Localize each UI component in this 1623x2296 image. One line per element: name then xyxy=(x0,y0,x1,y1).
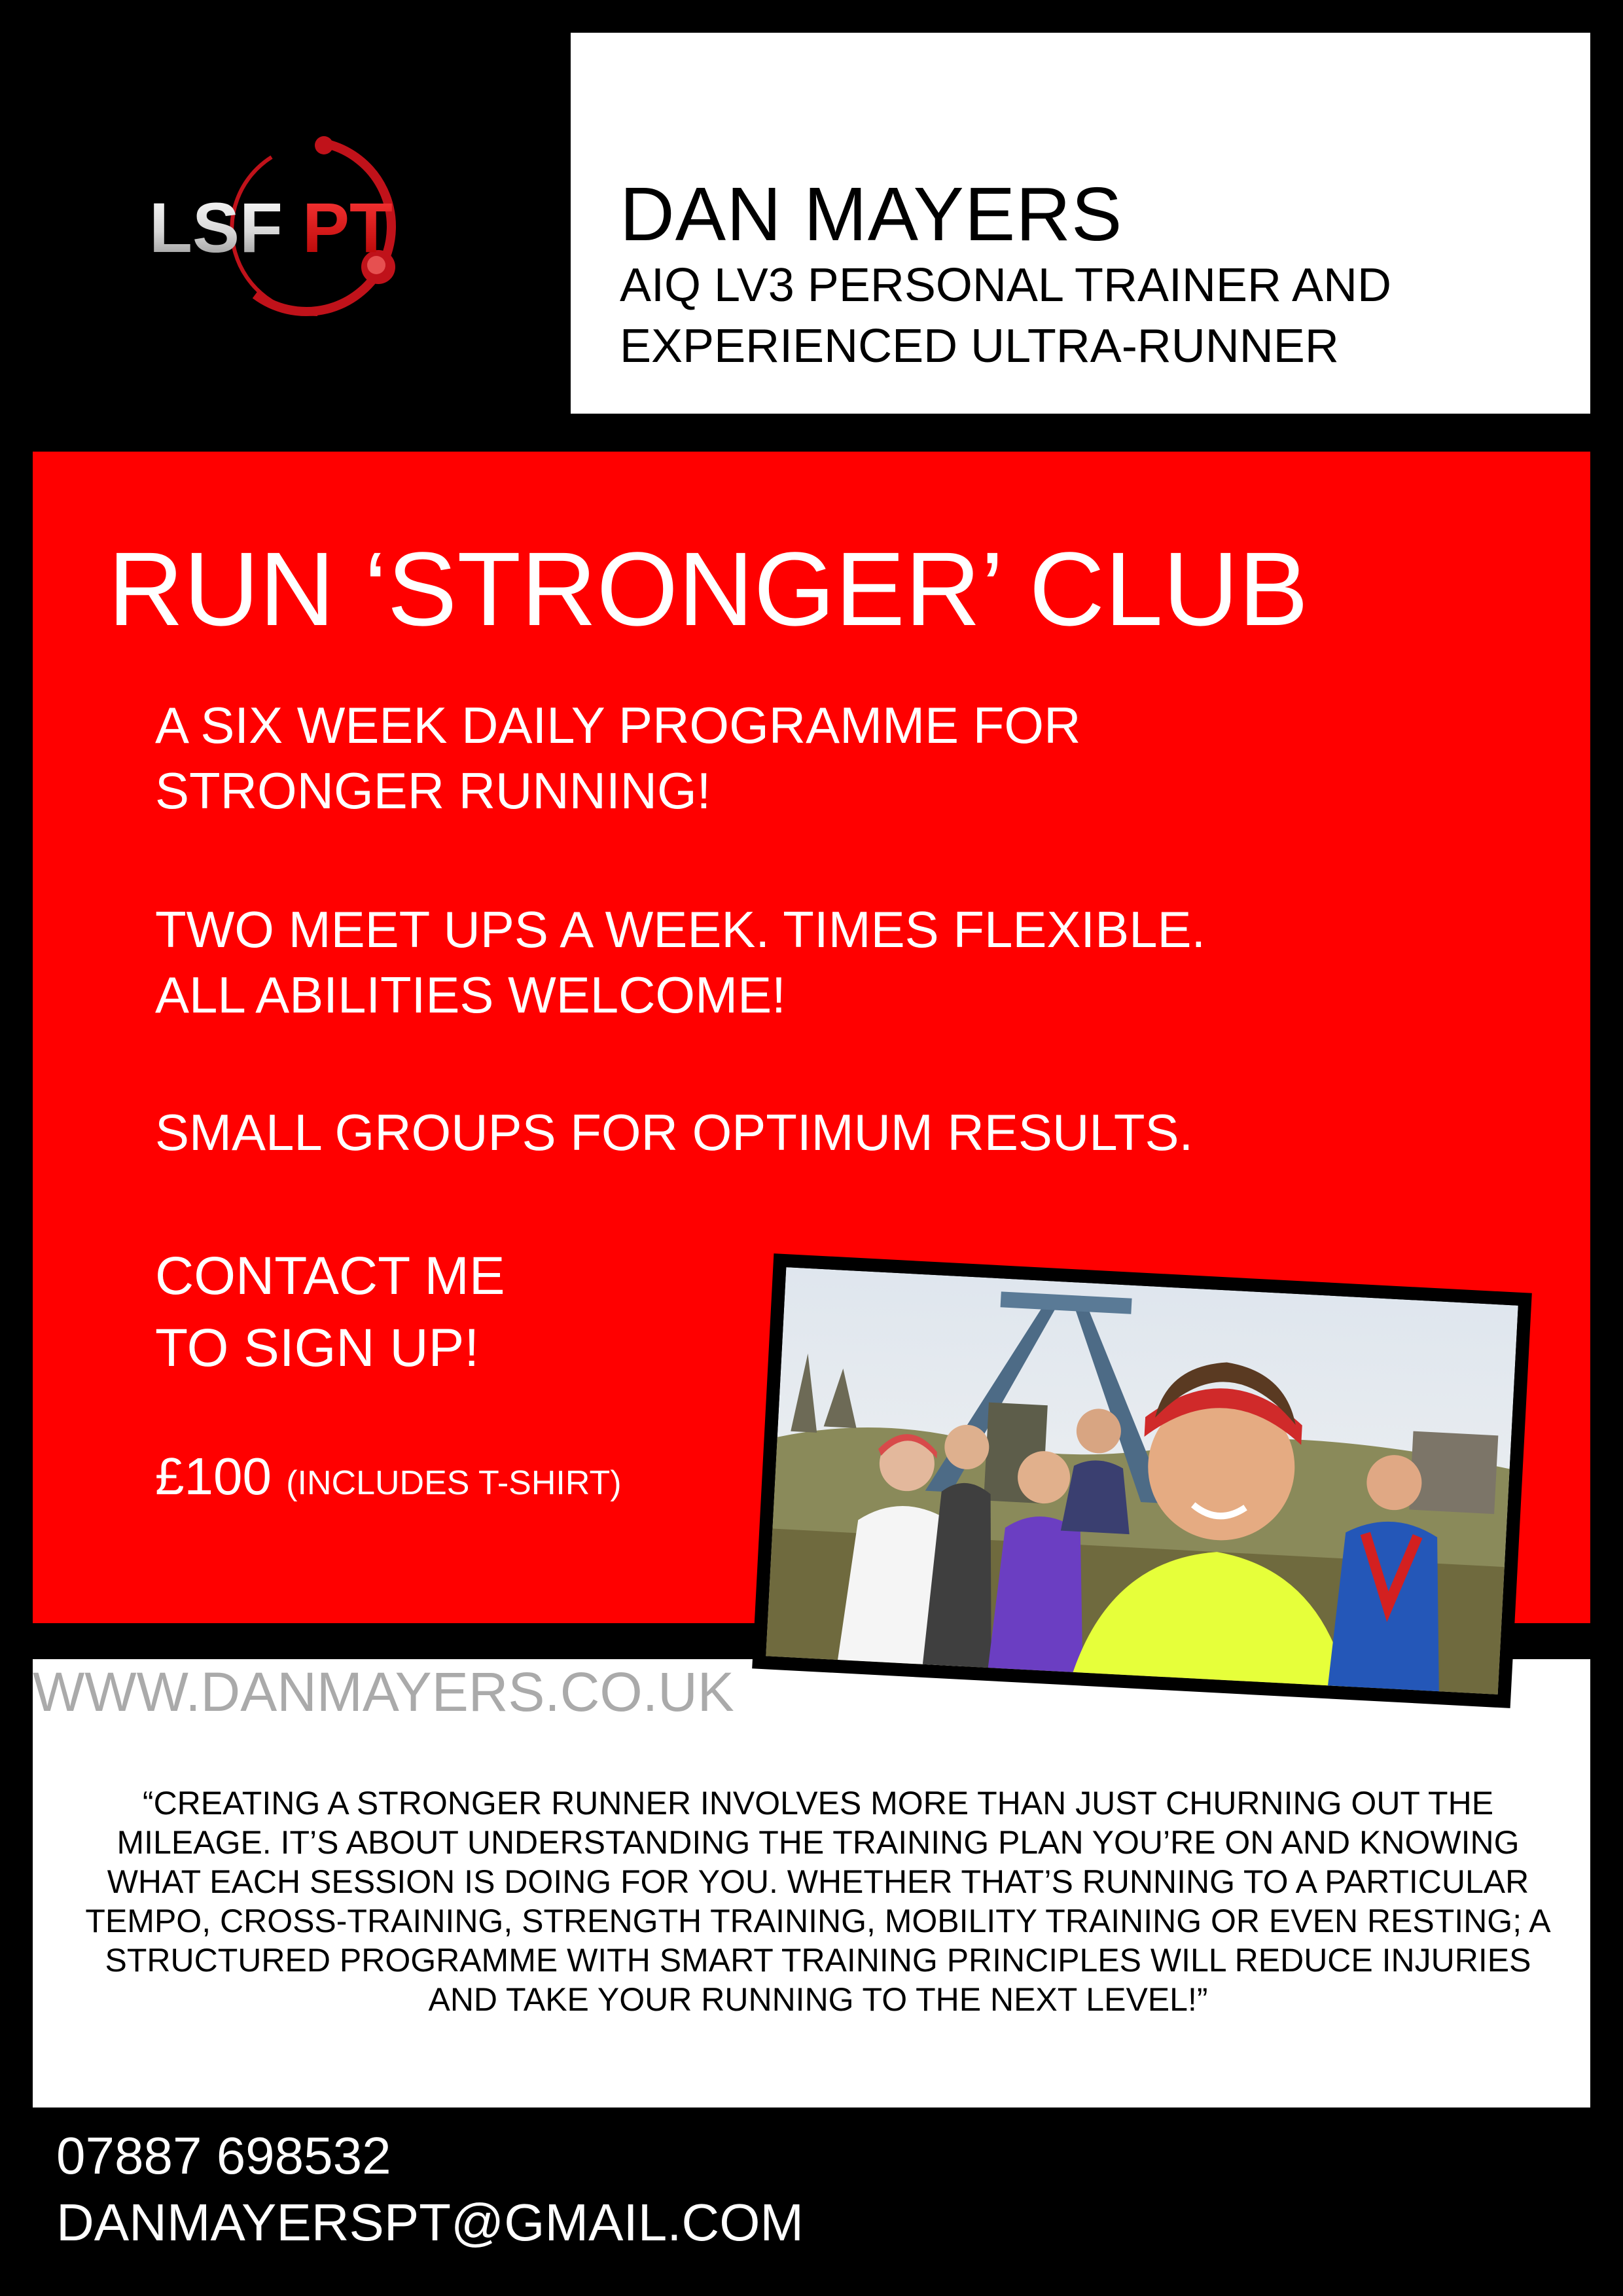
programme-line-2: STRONGER RUNNING! xyxy=(155,762,711,819)
price xyxy=(155,1446,622,1507)
trainer-credentials xyxy=(620,255,1391,377)
website-link[interactable]: WWW.DANMAYERS.CO.UK xyxy=(33,1661,734,1723)
phone-number[interactable]: 07887 698532 xyxy=(56,2126,391,2185)
trainer-quote: “CREATING A STRONGER RUNNER INVOLVES MORE THAN JUST CHURNING OUT THE MILEAGE. IT’S ABOUT UNDERSTANDING THE TRAINING PLAN YOU’RE ON AND KNOWING WHAT EACH SESSION IS DOING FOR YOU. WHETHER THAT’S RUNNING TO A PARTICULAR TEMPO, CROSS-TRAINING, STRENGTH TRAINING, MOBILITY TRAINING OR EVEN RESTING; A STRUCTURED PROGRAMME WITH SMART TRAINING PRINCIPLES WILL REDUCE INJURIES AND TAKE YOUR RUNNING TO THE NEXT LEVEL!” xyxy=(85,1785,1551,2018)
programme-line-1: A SIX WEEK DAILY PROGRAMME FOR xyxy=(155,696,1081,754)
email-address[interactable]: DANMAYERSPT@GMAIL.COM xyxy=(56,2193,804,2251)
programme-description xyxy=(155,692,1080,823)
lsf-pt-logo-graphic xyxy=(131,131,445,327)
credentials-line-1: AIQ LV3 PERSONAL TRAINER AND xyxy=(620,259,1392,312)
logo-text-pt: PT xyxy=(302,188,393,267)
signup-line-2: TO SIGN UP! xyxy=(155,1318,480,1378)
signup-call-to-action xyxy=(155,1240,505,1384)
logo-text-lsf: LSF xyxy=(149,188,283,267)
groups-description: SMALL GROUPS FOR OPTIMUM RESULTS. xyxy=(155,1103,1194,1161)
meetups-line-1: TWO MEET UPS A WEEK. TIMES FLEXIBLE. xyxy=(155,901,1206,958)
signup-line-1: CONTACT ME xyxy=(155,1246,505,1306)
credentials-line-2: EXPERIENCED ULTRA-RUNNER xyxy=(620,320,1339,372)
group-photo xyxy=(766,1267,1518,1695)
group-photo-frame xyxy=(752,1253,1532,1708)
header-box xyxy=(571,33,1590,414)
club-title: RUN ‘STRONGER’ CLUB xyxy=(108,530,1309,647)
meetups-description xyxy=(155,897,1205,1028)
trainer-name: DAN MAYERS xyxy=(620,171,1123,257)
lsf-pt-logo xyxy=(131,131,445,327)
price-note: (INCLUDES T-SHIRT) xyxy=(286,1464,622,1502)
logo-dot-top xyxy=(315,136,333,154)
price-value: £100 xyxy=(155,1447,272,1505)
meetups-line-2: ALL ABILITIES WELCOME! xyxy=(155,966,786,1024)
